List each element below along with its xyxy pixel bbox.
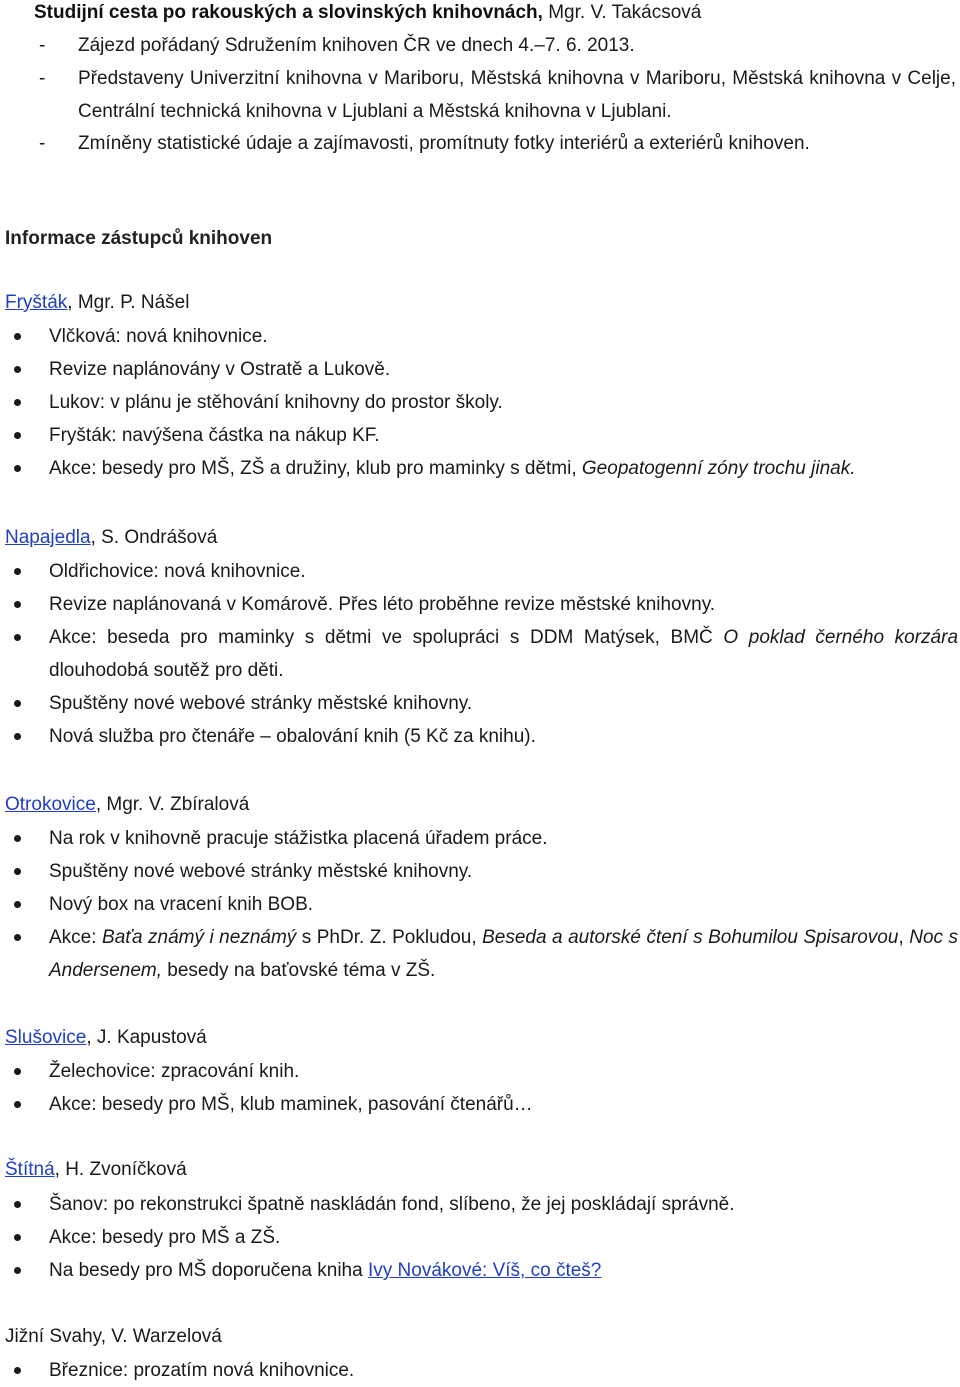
- trip-item: - Představeny Univerzitní knihovna v Mariboru, Městská knihovna v Mariboru, Městská knihovna v Celje, Centrální technická knihovna v Ljublani a Městská knihovna v Ljublani.: [34, 62, 956, 128]
- list-item: Na besedy pro MŠ doporučena kniha Ivy Novákové: Víš, co čteš?: [5, 1254, 958, 1287]
- trip-item-text: Představeny Univerzitní knihovna v Mariboru, Městská knihovna v Mariboru, Městská knihovna v Celje, Centrální technická knihovna v Ljublani a Městská knihovna v Ljublani.: [78, 68, 956, 122]
- list-item: Nová služba pro čtenáře – obalování knih (5 Kč za knihu).: [5, 720, 958, 753]
- trip-heading-bold: Studijní cesta po rakouských a slovinských knihovnách,: [34, 2, 543, 23]
- library-heading: [5, 1320, 222, 1353]
- library-heading: [5, 1153, 187, 1186]
- library-items-list: [5, 1188, 958, 1287]
- book-link[interactable]: Ivy Novákové: Víš, co čteš?: [367, 1260, 602, 1281]
- trip-heading: [34, 0, 701, 29]
- trip-item-text: Zmíněny statistické údaje a zajímavosti, promítnuty fotky interiérů a exteriérů knihoven.: [78, 133, 810, 154]
- library-link-otrokovice[interactable]: Otrokovice: [5, 794, 96, 815]
- library-items-list: [5, 555, 958, 753]
- list-item: Spuštěny nové webové stránky městské knihovny.: [5, 687, 958, 720]
- trip-item: - Zmíněny statistické údaje a zajímavosti, promítnuty fotky interiérů a exteriérů knihoven.: [34, 127, 956, 160]
- list-item: Želechovice: zpracování knih.: [5, 1055, 958, 1088]
- list-item: Revize naplánovány v Ostratě a Lukově.: [5, 353, 958, 386]
- library-link-slusovice[interactable]: Slušovice: [5, 1027, 87, 1048]
- trip-item: - Zájezd pořádaný Sdružením knihoven ČR ve dnech 4.–7. 6. 2013.: [34, 29, 956, 62]
- library-link-frystak[interactable]: Fryšták: [5, 292, 68, 313]
- list-item: Vlčková: nová knihovnice.: [5, 320, 958, 353]
- list-item: Oldřichovice: nová knihovnice.: [5, 555, 958, 588]
- library-heading: [5, 788, 249, 821]
- library-items-list: [5, 822, 958, 987]
- list-item: Na rok v knihovně pracuje stážistka placená úřadem práce.: [5, 822, 958, 855]
- section-title: Informace zástupců knihoven: [5, 228, 273, 249]
- library-link-stitna[interactable]: Štítná: [5, 1159, 55, 1180]
- list-item: Akce: beseda pro maminky s dětmi ve spolupráci s DDM Matýsek, BMČ O poklad černého korzára dlouhodobá soutěž pro děti.: [5, 621, 958, 687]
- trip-heading-author: Mgr. V. Takácsová: [542, 2, 702, 23]
- library-items-list: [5, 1055, 958, 1121]
- list-item: Revize naplánovaná v Komárově. Přes léto proběhne revize městské knihovny.: [5, 588, 958, 621]
- library-heading: [5, 521, 217, 554]
- trip-item-text: Zájezd pořádaný Sdružením knihoven ČR ve dnech 4.–7. 6. 2013.: [78, 35, 635, 56]
- list-item: Akce: besedy pro MŠ, klub maminek, pasování čtenářů…: [5, 1088, 958, 1121]
- library-items-list: [5, 1354, 958, 1387]
- library-representative: , S. Ondrášová: [90, 527, 218, 548]
- list-item: Lukov: v plánu je stěhování knihovny do prostor školy.: [5, 386, 958, 419]
- library-items-list: [5, 320, 958, 485]
- library-name-jizni-svahy: Jižní Svahy: [5, 1326, 101, 1347]
- library-link-napajedla[interactable]: Napajedla: [5, 527, 91, 548]
- library-heading: [5, 286, 189, 319]
- library-heading: [5, 1021, 207, 1054]
- list-item: Akce: Baťa známý i neznámý s PhDr. Z. Pokludou, Beseda a autorské čtení s Bohumilou Spisarovou, Noc s Andersenem, besedy na baťovské téma v ZŠ.: [5, 921, 958, 987]
- list-item: Spuštěny nové webové stránky městské knihovny.: [5, 855, 958, 888]
- list-item: Fryšták: navýšena částka na nákup KF.: [5, 419, 958, 452]
- list-item: Nový box na vracení knih BOB.: [5, 888, 958, 921]
- library-representative: , Mgr. P. Nášel: [67, 292, 190, 313]
- list-item: Akce: besedy pro MŠ a ZŠ.: [5, 1221, 958, 1254]
- library-representative: , H. Zvoníčková: [54, 1159, 187, 1180]
- list-item: Březnice: prozatím nová knihovnice.: [5, 1354, 958, 1387]
- library-representative: , J. Kapustová: [86, 1027, 207, 1048]
- list-item: Šanov: po rekonstrukci špatně naskládán fond, slíbeno, že jej poskládají správně.: [5, 1188, 958, 1221]
- list-item: Akce: besedy pro MŠ, ZŠ a družiny, klub pro maminky s dětmi, Geopatogenní zóny trochu jinak.: [5, 452, 958, 485]
- library-representative: , V. Warzelová: [100, 1326, 222, 1347]
- library-representative: , Mgr. V. Zbíralová: [95, 794, 250, 815]
